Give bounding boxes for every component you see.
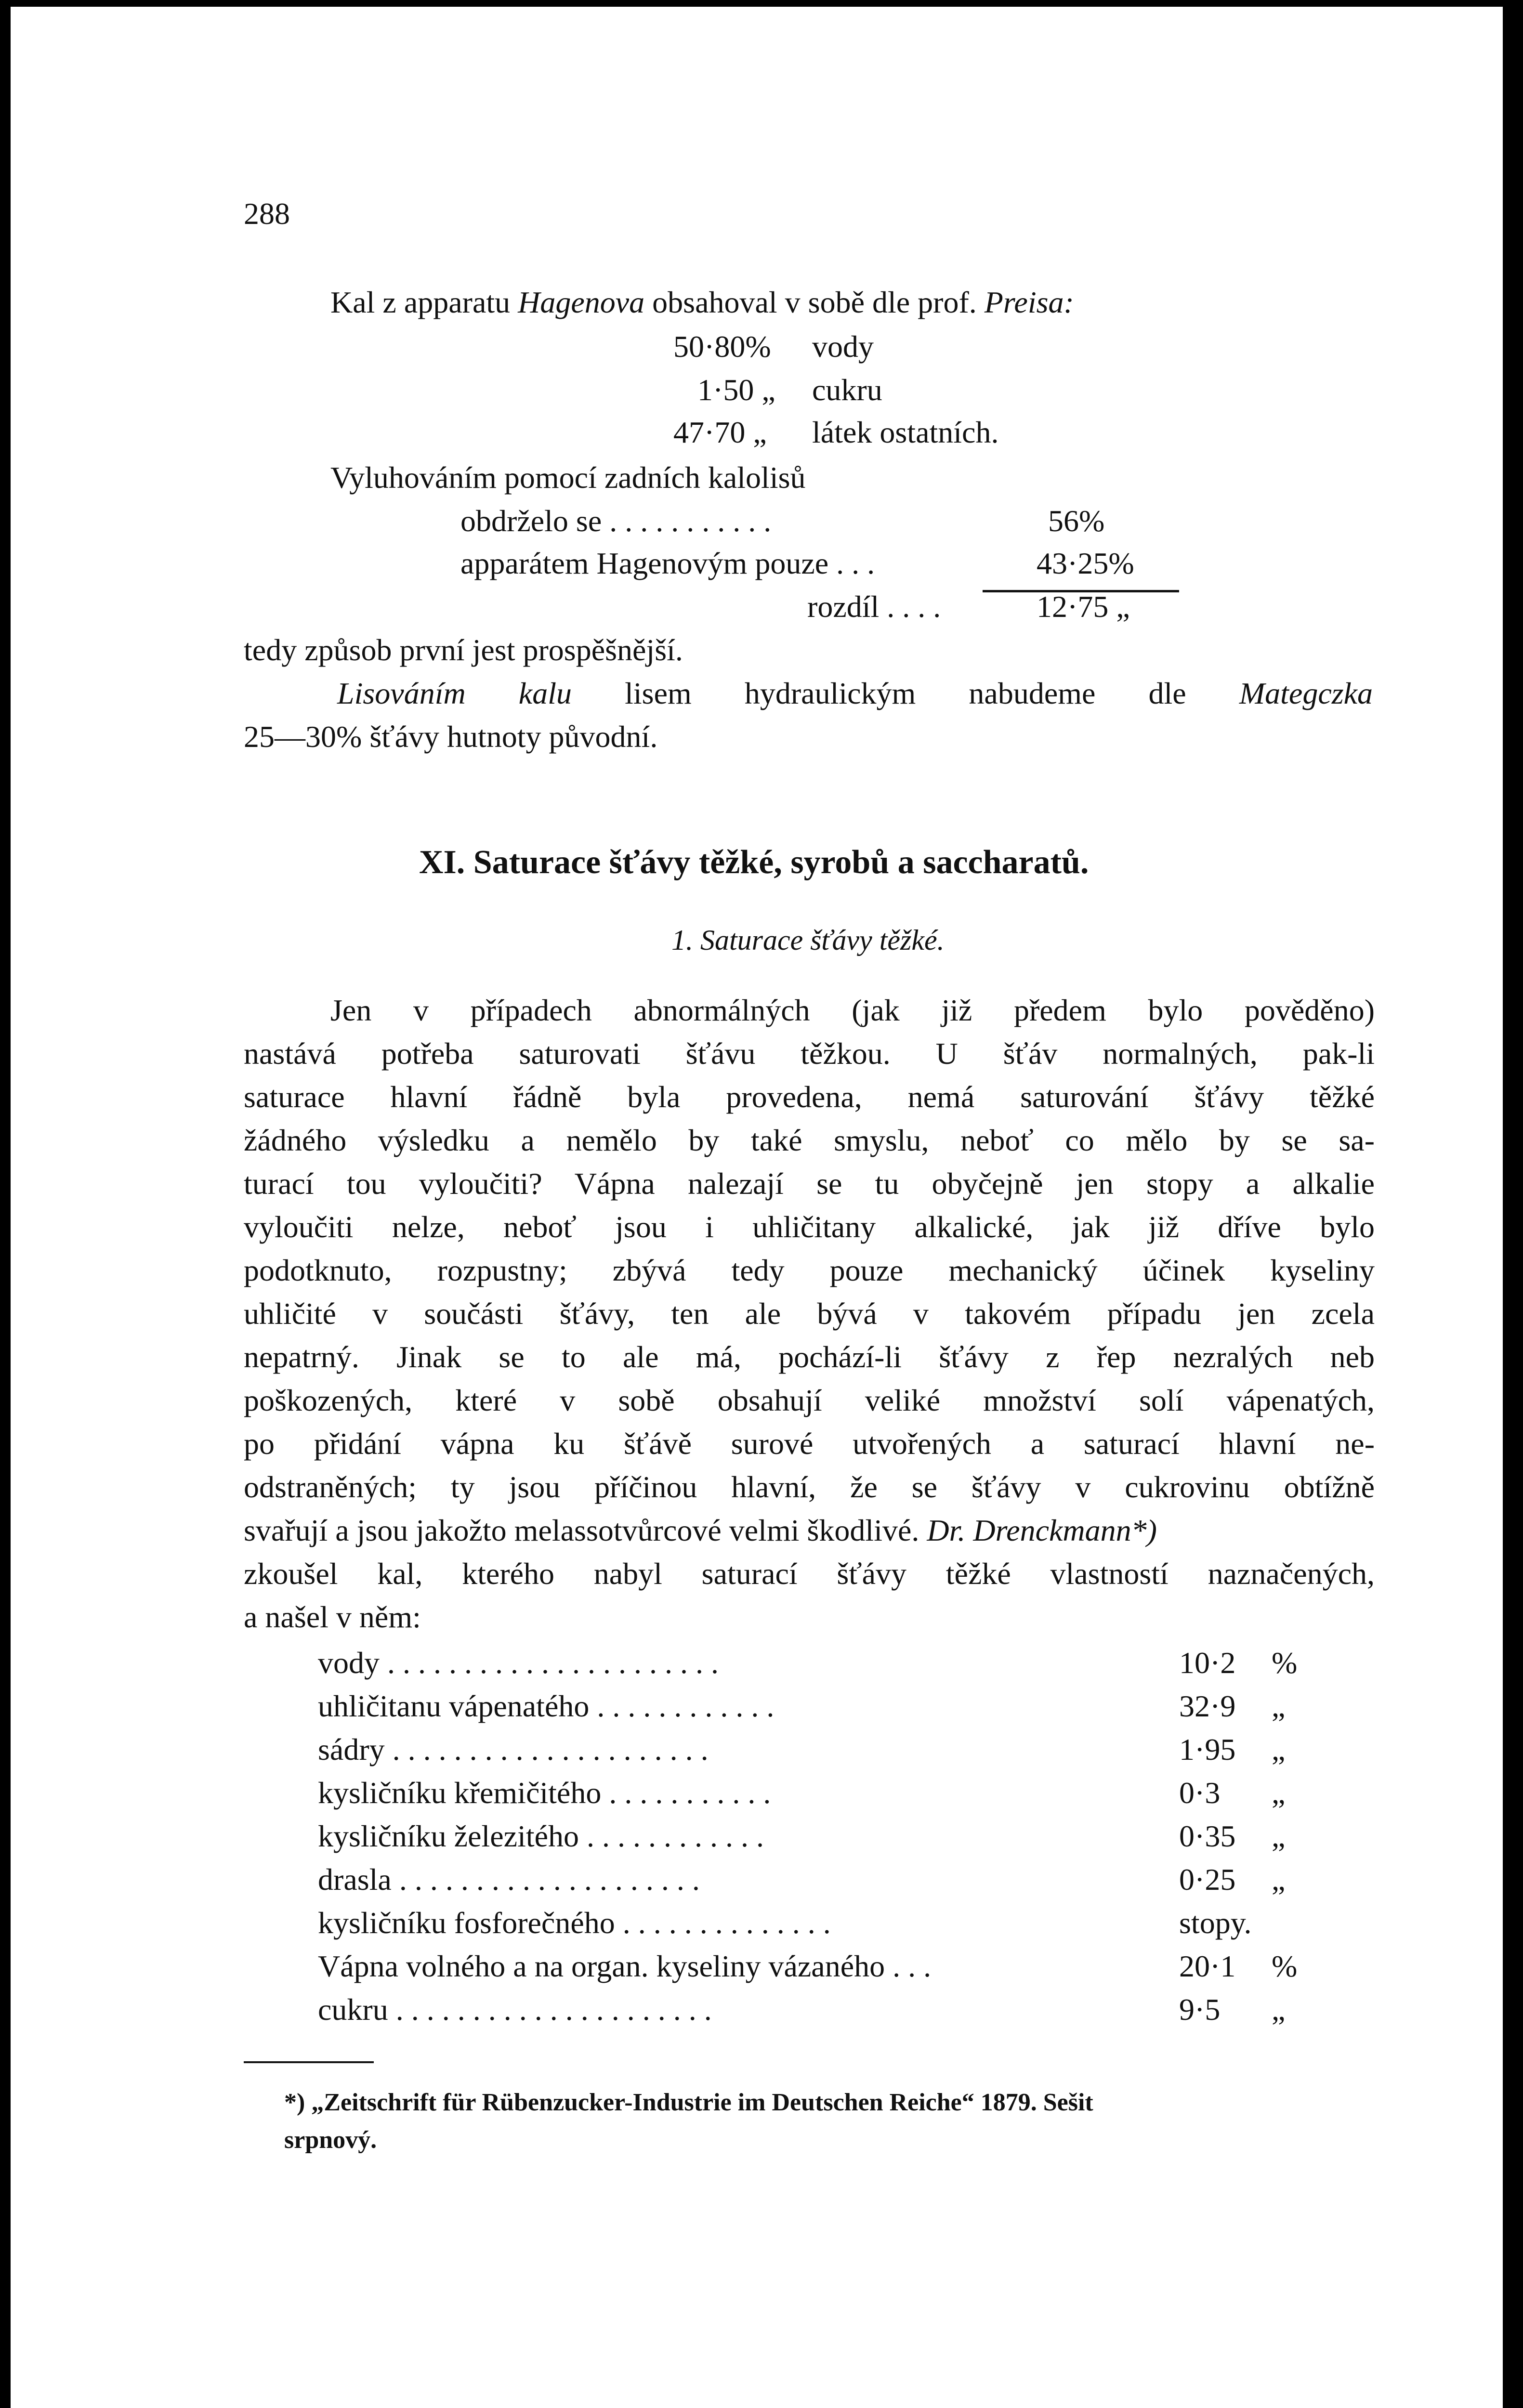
composition-value: 0·25 bbox=[1179, 1862, 1236, 1897]
body-line: zkoušel kal, kterého nabyl saturací šťávy těžké vlastností naznačených, bbox=[244, 1557, 1375, 1591]
footnote-line-1: *) „Zeitschrift für Rübenzucker-Industrie im Deutschen Reiche“ 1879. Sešit bbox=[284, 2089, 1093, 2116]
scan-border-right bbox=[1503, 0, 1523, 2408]
pressing-italic-lead: Lisováním kalu bbox=[337, 676, 572, 710]
body-line: turací tou vyloučiti? Vápna nalezají se tu obyčejně jen stopy a alkalie bbox=[244, 1166, 1375, 1201]
intro-row-label: látek ostatních. bbox=[812, 415, 999, 449]
composition-value: stopy. bbox=[1179, 1906, 1252, 1940]
composition-name: kysličníku křemičitého . . . . . . . . . . . bbox=[318, 1776, 771, 1810]
composition-value: 10·2 bbox=[1179, 1646, 1236, 1680]
scan-border-left bbox=[0, 0, 11, 2408]
comparison-label: apparátem Hagenovým pouze . . . bbox=[460, 546, 875, 580]
composition-name: vody . . . . . . . . . . . . . . . . . . . . . . bbox=[318, 1646, 719, 1680]
comparison-value: 12·75 „ bbox=[1037, 589, 1130, 624]
composition-value: 1·95 bbox=[1179, 1732, 1236, 1767]
composition-name: sádry . . . . . . . . . . . . . . . . . . . . . bbox=[318, 1732, 709, 1767]
composition-value: 9·5 bbox=[1179, 1992, 1221, 2027]
composition-name: cukru . . . . . . . . . . . . . . . . . . . . . bbox=[318, 1992, 712, 2027]
footnote-line-2: srpnový. bbox=[284, 2126, 377, 2154]
composition-name: Vápna volného a na organ. kyseliny vázaného . . . bbox=[318, 1949, 932, 1983]
body-line-13-text: svařují a jsou jakožto melassotvůrcové velmi škodlivé. bbox=[244, 1513, 919, 1547]
composition-unit: % bbox=[1272, 1949, 1298, 1983]
comparison-conclusion: tedy způsob první jest prospěšnější. bbox=[244, 633, 683, 667]
comparison-value: 43·25% bbox=[1037, 546, 1134, 580]
comparison-label: rozdíl . . . . bbox=[807, 589, 941, 624]
comparison-heading: Vyluhováním pomocí zadních kalolisů bbox=[330, 460, 806, 495]
intro-row-value: 50·80% bbox=[673, 329, 771, 364]
composition-name: kysličníku železitého . . . . . . . . . . . . bbox=[318, 1819, 764, 1853]
intro-row-label: cukru bbox=[812, 373, 882, 407]
scan-border-top bbox=[0, 0, 1523, 7]
composition-value: 0·3 bbox=[1179, 1776, 1221, 1810]
comparison-value: 56% bbox=[1048, 504, 1105, 538]
composition-unit: „ bbox=[1272, 1776, 1286, 1810]
composition-unit: „ bbox=[1272, 1689, 1286, 1723]
section-heading: XI. Saturace šťávy těžké, syrobů a saccharatů. bbox=[419, 844, 1089, 881]
pressing-line-1 bbox=[337, 678, 1373, 709]
body-line: Jen v případech abnormálných (jak již předem bylo pověděno) bbox=[330, 993, 1375, 1027]
body-line: vyloučiti nelze, neboť jsou i uhličitany alkalické, jak již dříve bylo bbox=[244, 1210, 1375, 1244]
composition-unit: „ bbox=[1272, 1819, 1286, 1853]
pressing-text: lisem hydraulickým nabudeme dle bbox=[625, 676, 1186, 710]
intro-text-1: Kal z apparatu bbox=[330, 285, 511, 319]
body-line: poškozených, které v sobě obsahují veliké množství solí vápenatých, bbox=[244, 1383, 1375, 1417]
pressing-line-2: 25—30% šťávy hutnoty původní. bbox=[244, 720, 658, 754]
subsection-heading: 1. Saturace šťávy těžké. bbox=[671, 924, 945, 956]
composition-name: kysličníku fosforečného . . . . . . . . . . . . . . bbox=[318, 1906, 831, 1940]
composition-value: 32·9 bbox=[1179, 1689, 1236, 1723]
page-number: 288 bbox=[244, 196, 290, 231]
body-line-13 bbox=[244, 1515, 1157, 1546]
composition-unit: „ bbox=[1272, 1992, 1286, 2027]
composition-unit: „ bbox=[1272, 1862, 1286, 1897]
comparison-label: obdrželo se . . . . . . . . . . . bbox=[460, 504, 772, 538]
footnote-rule bbox=[244, 2061, 374, 2063]
intro-name-preisa: Preisa: bbox=[984, 285, 1074, 319]
composition-name: drasla . . . . . . . . . . . . . . . . . . . . bbox=[318, 1862, 700, 1897]
body-line: žádného výsledku a nemělo by také smyslu, neboť co mělo by se sa- bbox=[244, 1123, 1375, 1157]
intro-row-label: vody bbox=[812, 329, 874, 364]
composition-value: 0·35 bbox=[1179, 1819, 1236, 1853]
intro-row-value: 47·70 „ bbox=[673, 415, 767, 449]
body-line: uhličité v součásti šťávy, ten ale bývá v takovém případu jen zcela bbox=[244, 1296, 1375, 1331]
body-line: odstraněných; ty jsou příčinou hlavní, že se šťávy v cukrovinu obtížně bbox=[244, 1470, 1375, 1504]
composition-unit: „ bbox=[1272, 1732, 1286, 1767]
intro-row-value: 1·50 „ bbox=[697, 373, 775, 407]
intro-text-2: obsahoval v sobě dle prof. bbox=[652, 285, 977, 319]
composition-name: uhličitanu vápenatého . . . . . . . . . . . . bbox=[318, 1689, 775, 1723]
body-name-drenckmann: Dr. Drenckmann*) bbox=[927, 1513, 1157, 1547]
pressing-name: Mategczka bbox=[1239, 676, 1373, 710]
intro-line bbox=[330, 287, 1074, 318]
body-line: po přidání vápna ku šťávě surové utvořených a saturací hlavní ne- bbox=[244, 1426, 1375, 1461]
body-line: podotknuto, rozpustny; zbývá tedy pouze mechanický účinek kyseliny bbox=[244, 1253, 1375, 1287]
body-line: saturace hlavní řádně byla provedena, nemá saturování šťávy těžké bbox=[244, 1080, 1375, 1114]
body-line: nepatrný. Jinak se to ale má, pochází-li šťávy z řep nezralých neb bbox=[244, 1340, 1375, 1374]
composition-unit: % bbox=[1272, 1646, 1298, 1680]
composition-value: 20·1 bbox=[1179, 1949, 1236, 1983]
intro-name-hagenova: Hagenova bbox=[518, 285, 645, 319]
body-line: nastává potřeba saturovati šťávu těžkou. U šťáv normalných, pak-li bbox=[244, 1036, 1375, 1071]
body-line: a našel v něm: bbox=[244, 1600, 421, 1634]
